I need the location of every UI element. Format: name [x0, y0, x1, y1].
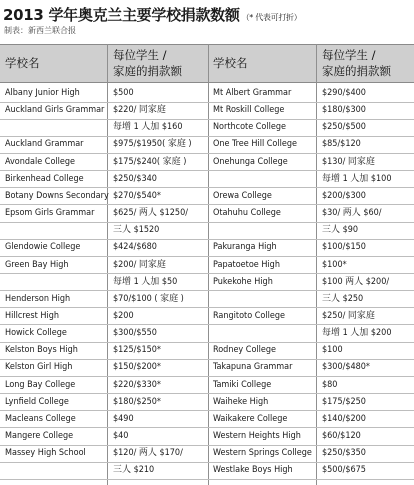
header-amount-right-line2: 家庭的捐款额	[322, 64, 391, 78]
row-divider	[0, 324, 208, 325]
row-divider	[0, 410, 208, 411]
donation-amount-cell: $100 两人 $200/	[322, 276, 390, 287]
row-divider	[0, 479, 208, 480]
row-divider	[208, 359, 414, 360]
donation-amount-cell: 每增 1 人加 $200	[322, 328, 392, 339]
row-divider	[208, 204, 414, 205]
donation-amount-cell: $130/ 同家庭	[322, 156, 375, 167]
row-divider	[0, 222, 208, 223]
school-name-cell: Avondale College	[5, 156, 76, 167]
row-divider	[208, 239, 414, 240]
donation-amount-cell: $140/$200	[322, 413, 366, 424]
donation-amount-cell: $290/$400	[322, 88, 366, 98]
donation-amount-cell: $500	[113, 88, 134, 98]
row-divider	[0, 307, 208, 308]
school-name-cell: Rodney College	[213, 345, 277, 356]
school-name-cell: Mt Roskill College	[213, 105, 285, 116]
donation-amount-cell: $125/$150*	[113, 345, 161, 356]
header-amount-right-line1: 每位学生 /	[322, 48, 376, 62]
donation-amount-cell: $175/$240( 家庭 )	[113, 156, 187, 167]
school-name-cell: Green Bay High	[5, 259, 69, 270]
row-divider	[208, 170, 414, 171]
school-name-cell: Western Heights High	[213, 431, 301, 441]
donation-amount-cell: $175/$250	[322, 396, 366, 407]
donation-amount-cell: $180/$250*	[113, 396, 161, 407]
school-name-cell: Henderson High	[5, 293, 71, 304]
school-name-cell: Albany Junior High	[5, 88, 80, 98]
row-divider	[208, 462, 414, 463]
row-divider	[208, 307, 414, 308]
school-name-cell: Mt Albert Grammar	[213, 88, 292, 98]
row-divider	[208, 445, 414, 446]
school-name-cell: Onehunga College	[213, 156, 288, 167]
school-name-cell: Kelston Girl High	[5, 362, 73, 373]
row-divider	[0, 256, 208, 257]
donation-amount-cell: $250/ 同家庭	[322, 310, 375, 321]
donation-amount-cell: $424/$680	[113, 242, 157, 253]
row-divider	[0, 359, 208, 360]
row-divider	[208, 376, 414, 377]
school-name-cell: Mangere College	[5, 431, 74, 441]
row-divider	[208, 324, 414, 325]
header-school-right: 学校名	[213, 56, 248, 70]
school-name-cell: Macleans College	[5, 413, 76, 424]
row-divider	[0, 427, 208, 428]
row-divider	[0, 445, 208, 446]
school-name-cell: Otahuhu College	[213, 208, 281, 219]
donation-amount-cell: $490	[113, 413, 134, 424]
donation-amount-cell: 每增 1 人加 $50	[113, 276, 178, 287]
table-credit: 制表：新西兰联合报	[4, 26, 76, 35]
donation-amount-cell: $220/$330*	[113, 379, 161, 390]
donation-amount-cell: $300/$480*	[322, 362, 370, 373]
row-divider	[0, 342, 208, 343]
donation-amount-cell: $200/ 同家庭	[113, 259, 166, 270]
row-divider	[208, 119, 414, 120]
row-divider	[208, 136, 414, 137]
school-name-cell: Auckland Grammar	[5, 139, 84, 150]
school-name-cell: Waikakere College	[213, 413, 288, 424]
row-divider	[208, 273, 414, 274]
donation-amount-cell: 三人 $90	[322, 225, 359, 236]
title-text: 2013 学年奥克兰主要学校捐款数额	[3, 6, 240, 24]
column-divider	[316, 44, 317, 485]
donation-amount-cell: $625/ 两人 $1250/	[113, 208, 188, 219]
row-divider	[0, 170, 208, 171]
school-name-cell: Epsom Girls Grammar	[5, 208, 95, 219]
row-divider	[208, 290, 414, 291]
row-divider	[0, 376, 208, 377]
donation-amount-cell: $150/$200*	[113, 362, 161, 373]
column-divider	[208, 44, 209, 485]
school-name-cell: Long Bay College	[5, 379, 76, 390]
school-name-cell: Orewa College	[213, 190, 272, 201]
donation-table	[0, 38, 414, 485]
school-name-cell: Rangitoto College	[213, 310, 285, 321]
row-divider	[0, 153, 208, 154]
header-school-left: 学校名	[5, 56, 40, 70]
donation-amount-cell: $250/$340	[113, 173, 157, 184]
school-name-cell: Birkenhead College	[5, 173, 84, 184]
school-name-cell: Botany Downs Secondary	[5, 190, 109, 201]
row-divider	[0, 136, 208, 137]
school-name-cell: Westlake Boys High	[213, 465, 293, 476]
school-name-cell: Auckland Girls Grammar	[5, 105, 105, 116]
donation-amount-cell: $70/$100 ( 家庭 )	[113, 293, 184, 304]
row-divider	[0, 119, 208, 120]
header-amount-left-line1: 每位学生 /	[113, 48, 167, 62]
row-divider	[208, 102, 414, 103]
donation-amount-cell: 三人 $1520	[113, 225, 160, 236]
school-name-cell: Papatoetoe High	[213, 259, 280, 270]
row-divider	[208, 153, 414, 154]
donation-amount-cell: $500/$675	[322, 465, 366, 476]
donation-amount-cell: 三人 $210	[113, 465, 155, 476]
row-divider	[0, 239, 208, 240]
row-divider	[208, 342, 414, 343]
row-divider	[0, 204, 208, 205]
donation-amount-cell: $100	[322, 345, 343, 356]
school-name-cell: Takapuna Grammar	[213, 362, 293, 373]
row-divider	[208, 187, 414, 188]
row-divider	[208, 222, 414, 223]
donation-amount-cell: 每增 1 人加 $100	[322, 173, 392, 184]
donation-amount-cell: 每增 1 人加 $160	[113, 122, 183, 133]
row-divider	[208, 427, 414, 428]
school-name-cell: Lynfield College	[5, 396, 69, 407]
row-divider	[208, 410, 414, 411]
school-name-cell: Glendowie College	[5, 242, 81, 253]
row-divider	[0, 393, 208, 394]
donation-amount-cell: $80	[322, 379, 338, 390]
donation-amount-cell: 三人 $250	[322, 293, 364, 304]
donation-amount-cell: $30/ 两人 $60/	[322, 208, 382, 219]
school-name-cell: Hillcrest High	[5, 310, 59, 321]
donation-amount-cell: $300/$550	[113, 328, 157, 339]
row-divider	[0, 102, 208, 103]
donation-amount-cell: $200/$300	[322, 190, 366, 201]
school-name-cell: Pukekohe High	[213, 276, 273, 287]
school-name-cell: Massey High School	[5, 448, 86, 459]
donation-amount-cell: $220/ 同家庭	[113, 105, 166, 116]
donation-amount-cell: $250/$350	[322, 448, 366, 459]
donation-amount-cell: $100/$150	[322, 242, 366, 253]
header-amount-left-line2: 家庭的捐款额	[113, 64, 182, 78]
row-divider	[208, 393, 414, 394]
title-note: （* 代表可打折）	[241, 13, 302, 22]
donation-amount-cell: $250/$500	[322, 122, 366, 133]
row-divider	[208, 479, 414, 480]
donation-amount-cell: $100*	[322, 259, 347, 270]
donation-amount-cell: $200	[113, 310, 134, 321]
donation-amount-cell: $270/$540*	[113, 190, 161, 201]
school-name-cell: One Tree Hill College	[213, 139, 297, 150]
donation-amount-cell: $40	[113, 431, 129, 441]
school-name-cell: Kelston Boys High	[5, 345, 78, 356]
school-name-cell: Western Springs College	[213, 448, 312, 459]
school-name-cell: Pakuranga High	[213, 242, 277, 253]
school-name-cell: Northcote College	[213, 122, 286, 133]
page-title	[3, 4, 301, 25]
column-divider	[107, 44, 108, 485]
row-divider	[0, 273, 208, 274]
row-divider	[0, 187, 208, 188]
row-divider	[208, 256, 414, 257]
row-divider	[0, 290, 208, 291]
school-name-cell: Howick College	[5, 328, 67, 339]
donation-amount-cell: $85/$120	[322, 139, 361, 150]
donation-amount-cell: $120/ 两人 $170/	[113, 448, 183, 459]
row-divider	[0, 462, 208, 463]
school-name-cell: Tamiki College	[213, 379, 272, 390]
donation-amount-cell: $60/$120	[322, 431, 361, 441]
school-name-cell: Waiheke High	[213, 396, 269, 407]
donation-amount-cell: $180/$300	[322, 105, 366, 116]
donation-amount-cell: $975/$1950( 家庭 )	[113, 139, 192, 150]
